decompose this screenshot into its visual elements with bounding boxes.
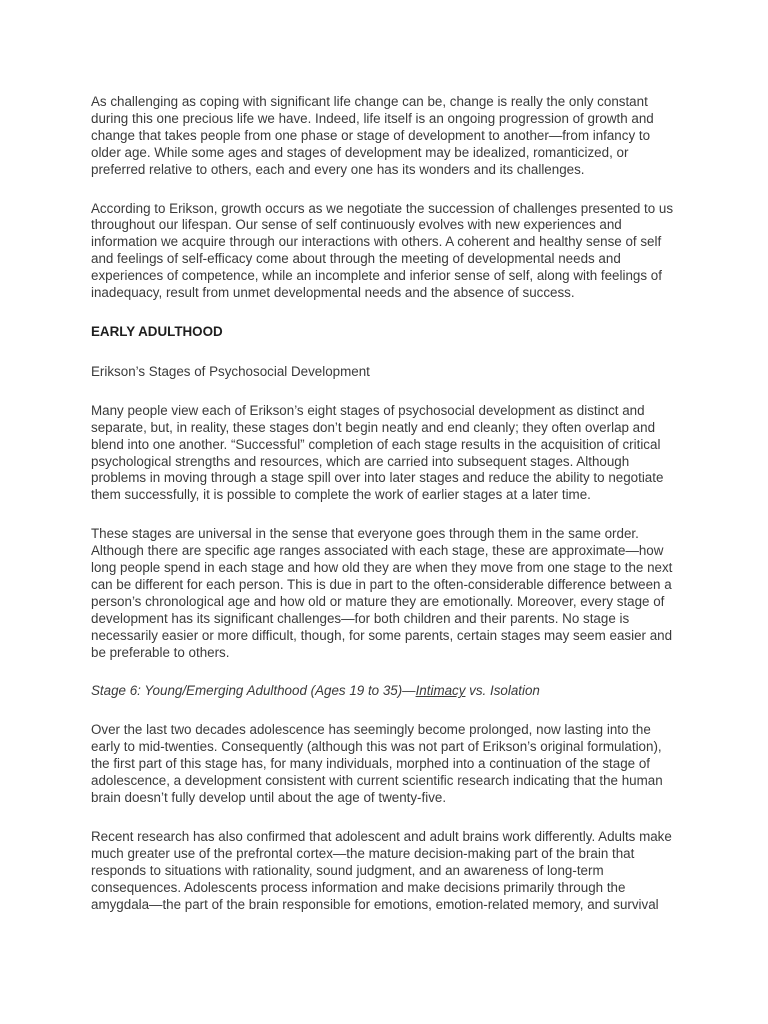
stage-title-prefix: Stage 6: Young/Emerging Adulthood (Ages 19 to 35)— [91,683,416,699]
body-paragraph-4: Recent research has also confirmed that adolescent and adult brains work differently. Adults make much greater use of the prefrontal cortex—the mature decision-making part of the brain that responds to situations with rationality, sound judgment, and an awareness of long-term consequences. Adolescents process information and make decisions primarily through the amygdala—the part of the brain responsible for emotions, emotion-related memory, and survival [91,828,672,912]
stage-title-underlined: Intimacy [415,683,466,699]
subheading: Erikson’s Stages of Psychosocial Development [91,363,370,379]
body-paragraph-3: Over the last two decades adolescence has seemingly become prolonged, now lasting into the early to mid-twenties. Consequently (although this was not part of Erikson’s original formulation), the first part of this stage has, for many individuals, morphed into a continuation of the stage of adolescence, a development consistent with current scientific research indicating that the human brain doesn’t fully develop until about the age of twenty-five. [91,722,663,805]
body-paragraph-2: These stages are universal in the sense that everyone goes through them in the same order. Although there are specific age ranges associated with each stage, these are approximate—how long people spend in each stage and how old they are when they move from one stage to the next can be different for each person. This is due in part to the often-considerable difference between a person’s chronological age and how old or mature they are emotionally. Moreover, every stage of development has its significant challenges—for both children and their parents. No stage is necessarily easier or more difficult, though, for some parents, certain stages may seem easier and be preferable to others. [91,526,673,660]
intro-paragraph-1: As challenging as coping with significant life change can be, change is really the only constant during this one precious life we have. Indeed, life itself is an ongoing progression of growth and change that takes people from one phase or stage of development to another—from infancy to older age. While some ages and stages of development may be idealized, romanticized, or preferred relative to others, each and every one has its wonders and its challenges. [91,94,654,177]
body-paragraph-1: Many people view each of Erikson’s eight stages of psychosocial development as distinct and separate, but, in reality, these stages don’t begin neatly and end cleanly; they often overlap and blend into one another. “Successful” completion of each stage results in the acquisition of critical psychological strengths and resources, which are carried into subsequent stages. Although problems in moving through a stage spill over into later stages and reduce the ability to negotiate them successfully, it is possible to complete the work of earlier stages at a later time. [91,402,664,503]
section-heading: EARLY ADULTHOOD [91,323,223,339]
intro-paragraph-2: According to Erikson, growth occurs as we negotiate the succession of challenges presented to us throughout our lifespan. Our sense of self continuously evolves with new experiences and information we acquire through our interactions with others. A coherent and healthy sense of self and feelings of self-efficacy come about through the meeting of developmental needs and experiences of competence, while an incomplete and inferior sense of self, along with feelings of inadequacy, result from unmet developmental needs and the absence of success. [91,200,674,301]
stage-title-suffix: vs. Isolation [465,683,540,699]
document-page [91,94,681,935]
stage-title [91,683,681,700]
